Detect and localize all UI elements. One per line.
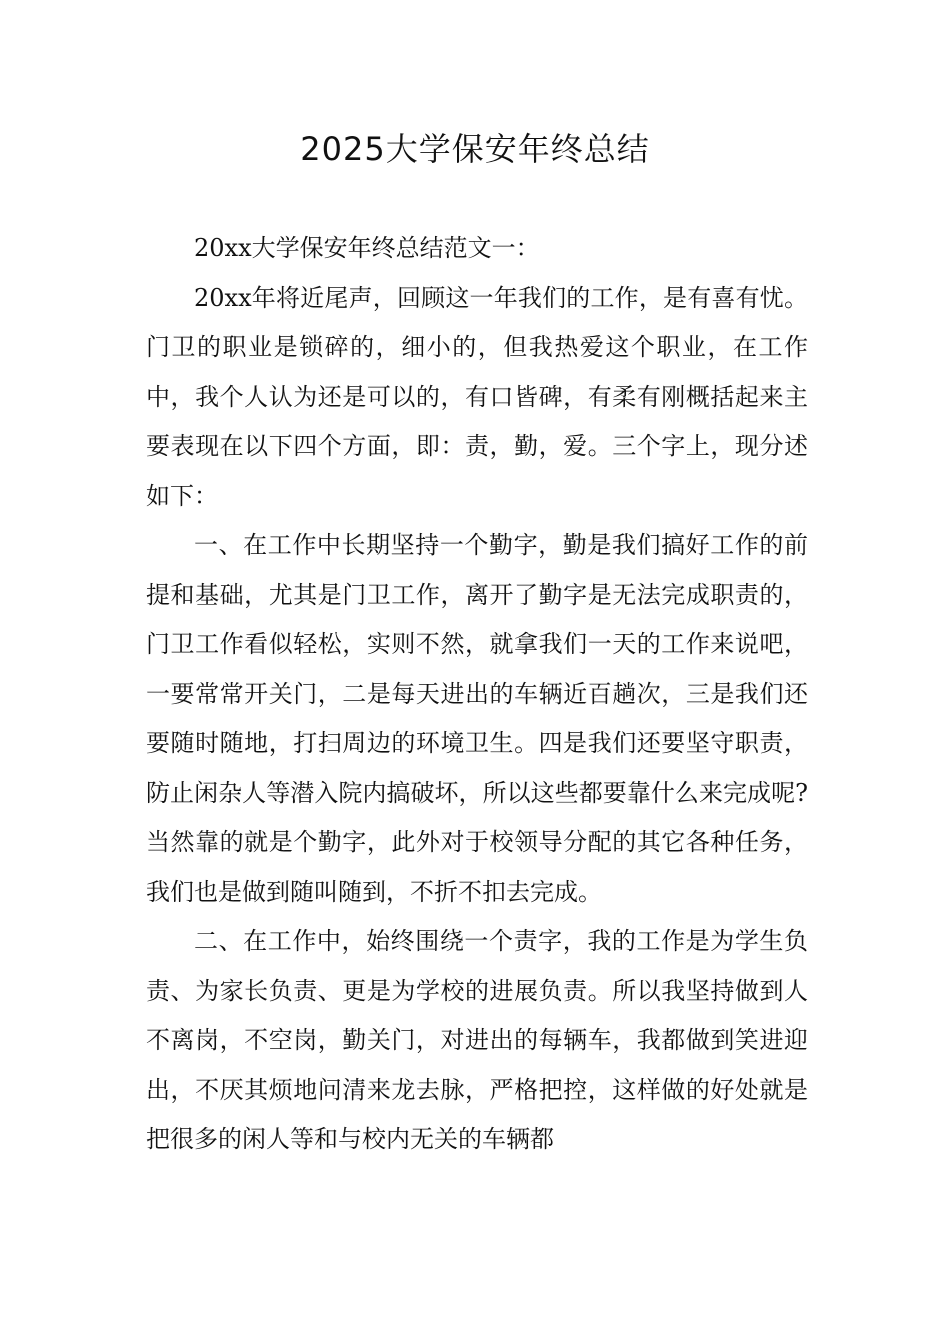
paragraph-overview: 20xx年将近尾声，回顾这一年我们的工作，是有喜有忧。门卫的职业是锁碎的，细小的，但我热爱这个职业，在工作中，我个人认为还是可以的，有口皆碑，有柔有刚概括起来主要表现在以下四个方面，即：责，勤，爱。三个字上，现分述如下： — [146, 283, 808, 510]
paragraph-diligence: 一、在工作中长期坚持一个勤字，勤是我们搞好工作的前提和基础，尤其是门卫工作，离开了勤字是无法完成职责的，门卫工作看似轻松，实则不然，就拿我们一天的工作来说吧，一要常常开关门，二是每天进出的车辆近百趟次，三是我们还要随时随地，打扫周边的环境卫生。四是我们还要坚守职责，防止闲杂人等潜入院内搞破坏，所以这些都要靠什么来完成呢?当然靠的就是个勤字，此外对于校领导分配的其它各种任务，我们也是做到随叫随到，不折不扣去完成。 — [146, 531, 808, 906]
paragraph-responsibility: 二、在工作中，始终围绕一个责字，我的工作是为学生负责、为家长负责、更是为学校的进展负责。所以我坚持做到人不离岗，不空岗，勤关门，对进出的每辆车，我都做到笑进迎出，不厌其烦地问清来龙去脉，严格把控，这样做的好处就是把很多的闲人等和与校内无关的车辆都 — [146, 927, 808, 1153]
document-body — [146, 224, 808, 1165]
document-title: 2025大学保安年终总结 — [300, 130, 650, 168]
paragraph-intro: 20xx大学保安年终总结范文一： — [194, 234, 540, 262]
